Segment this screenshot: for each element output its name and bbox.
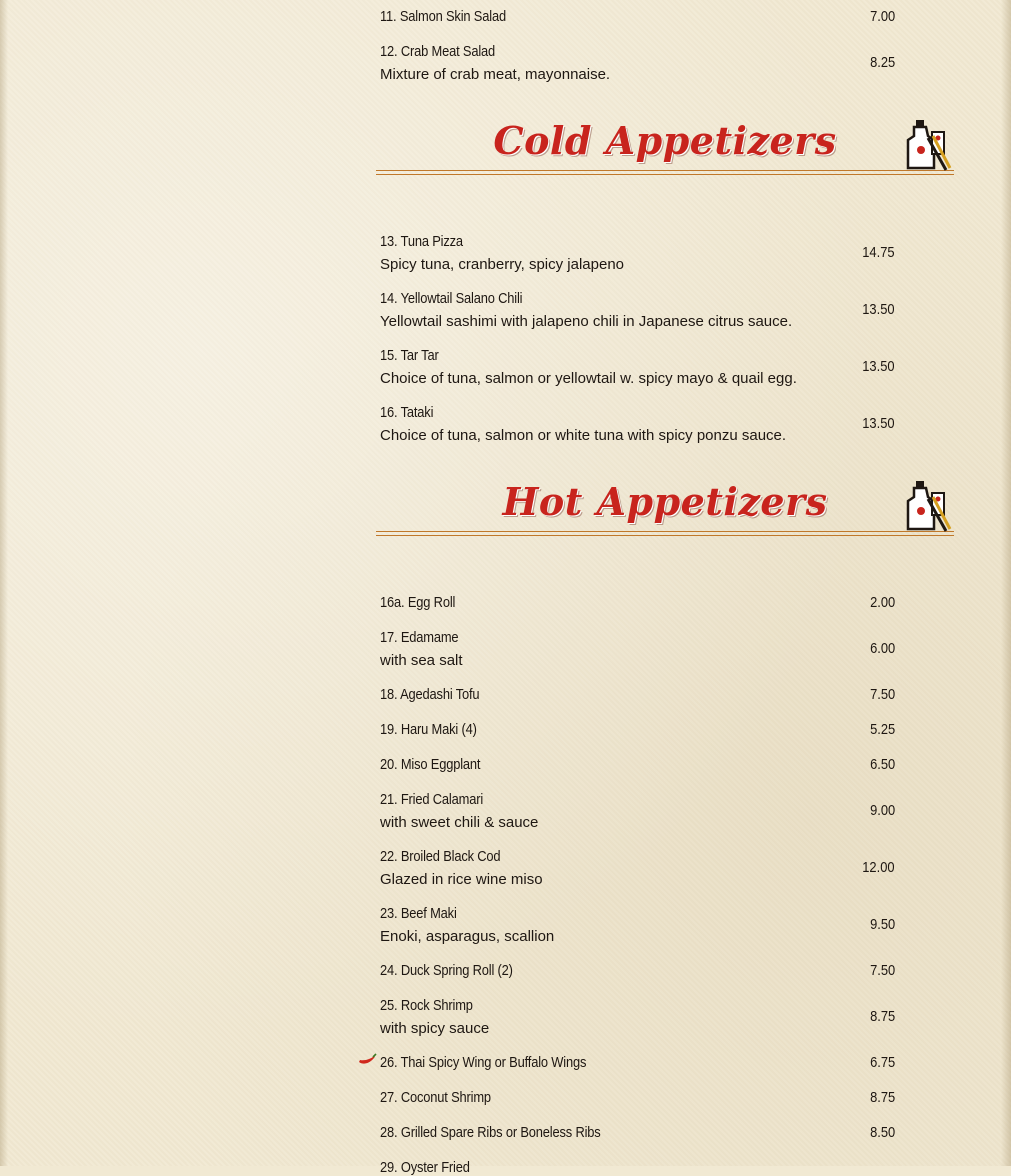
item-name: 11. Salmon Skin Salad: [380, 8, 506, 25]
item-description: Choice of tuna, salmon or white tuna with spicy ponzu sauce.: [380, 427, 787, 444]
item-description: Spicy tuna, cranberry, spicy jalapeno: [380, 256, 625, 273]
menu-item: [376, 347, 896, 391]
item-name: 26. Thai Spicy Wing or Buffalo Wings: [380, 1054, 587, 1071]
item-price: 9.00: [869, 802, 895, 819]
menu-item: [376, 962, 896, 984]
item-description: with sweet chili & sauce: [380, 814, 539, 831]
item-price: 6.50: [869, 756, 895, 773]
item-name: 20. Miso Eggplant: [380, 756, 481, 773]
item-price: 8.50: [869, 1124, 895, 1141]
item-name: 16a. Egg Roll: [380, 594, 456, 611]
item-description: Enoki, asparagus, scallion: [380, 928, 555, 945]
item-price: 12.00: [862, 859, 895, 876]
item-name: 12. Crab Meat Salad: [380, 43, 496, 60]
item-price: 2.00: [869, 594, 895, 611]
item-price: 6.00: [869, 640, 895, 657]
item-price: 7.50: [869, 962, 895, 979]
item-price: 7.50: [869, 686, 895, 703]
section-divider: [376, 531, 954, 536]
item-name: 14. Yellowtail Salano Chili: [380, 290, 523, 307]
item-name: 28. Grilled Spare Ribs or Boneless Ribs: [380, 1124, 601, 1141]
menu-item: [376, 756, 896, 778]
item-price: 6.75: [869, 1054, 895, 1071]
item-price: 8.75: [869, 1089, 895, 1106]
section-title: Hot Appetizers: [502, 479, 828, 524]
menu-item: [376, 721, 896, 743]
menu-item: [376, 848, 896, 892]
item-name: 15. Tar Tar: [380, 347, 439, 364]
menu-item: [376, 8, 896, 30]
menu-item: [376, 290, 896, 334]
sake-bottle-chopsticks-icon: [902, 118, 952, 172]
item-description: Mixture of crab meat, mayonnaise.: [380, 66, 611, 83]
item-name: 19. Haru Maki (4): [380, 721, 477, 738]
item-name: 16. Tataki: [380, 404, 434, 421]
item-name: 23. Beef Maki: [380, 905, 457, 922]
item-price: 5.25: [869, 721, 895, 738]
item-description: Yellowtail sashimi with jalapeno chili in Japanese citrus sauce.: [380, 313, 793, 330]
menu-item: [376, 1124, 896, 1146]
chili-pepper-icon: [357, 1053, 377, 1067]
section-header-cold: [376, 118, 954, 178]
menu-item: [376, 43, 896, 87]
item-name: 18. Agedashi Tofu: [380, 686, 480, 703]
item-name: 13. Tuna Pizza: [380, 233, 463, 250]
menu-item: [376, 1159, 896, 1176]
menu-item: [376, 791, 896, 835]
item-price: 9.50: [869, 916, 895, 933]
item-name: 29. Oyster Fried: [380, 1159, 470, 1176]
menu-item: [376, 233, 896, 277]
item-price: 8.25: [869, 54, 895, 71]
item-description: with spicy sauce: [380, 1020, 490, 1037]
item-name: 17. Edamame: [380, 629, 459, 646]
menu-item: [376, 629, 896, 673]
item-price: 7.00: [869, 8, 895, 25]
sake-bottle-chopsticks-icon: [902, 479, 952, 533]
item-name: 22. Broiled Black Cod: [380, 848, 501, 865]
menu-item: [376, 594, 896, 616]
menu-item: [376, 686, 896, 708]
item-description: Choice of tuna, salmon or yellowtail w. spicy mayo & quail egg.: [380, 370, 797, 387]
section-title: Cold Appetizers: [493, 118, 837, 163]
item-name: 21. Fried Calamari: [380, 791, 484, 808]
menu-item: [376, 404, 896, 448]
item-description: with sea salt: [380, 652, 463, 669]
item-price: 13.50: [862, 358, 895, 375]
section-header-hot: [376, 479, 954, 539]
item-name: 25. Rock Shrimp: [380, 997, 473, 1014]
item-description: Glazed in rice wine miso: [380, 871, 543, 888]
menu-item: [376, 1054, 896, 1076]
item-price: 8.75: [869, 1008, 895, 1025]
item-price: 14.75: [862, 244, 895, 261]
item-name: 24. Duck Spring Roll (2): [380, 962, 513, 979]
item-price: 13.50: [862, 415, 895, 432]
menu-item: [376, 1089, 896, 1111]
section-divider: [376, 170, 954, 175]
item-price: 13.50: [862, 301, 895, 318]
item-name: 27. Coconut Shrimp: [380, 1089, 491, 1106]
menu-item: [376, 997, 896, 1041]
menu-item: [376, 905, 896, 949]
